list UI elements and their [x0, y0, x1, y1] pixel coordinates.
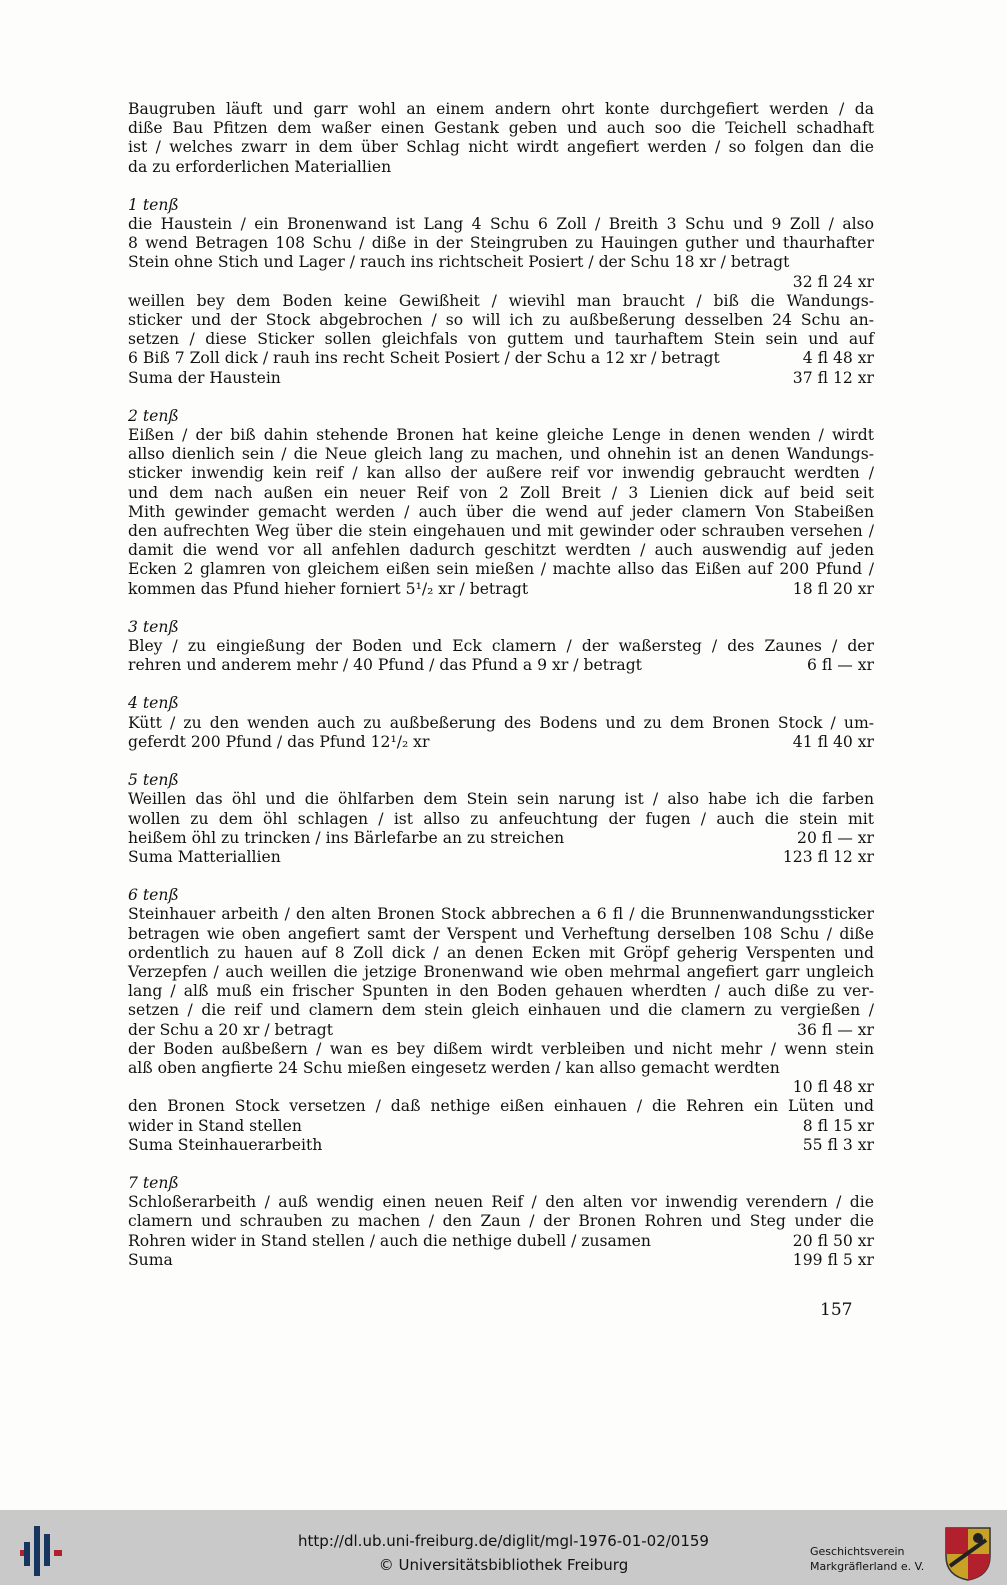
entry-line [128, 1059, 874, 1078]
entry-line [128, 522, 874, 541]
entry-line [128, 311, 874, 330]
entry-text: die Haustein / ein Bronenwand ist Lang 4 Schu 6 Zoll / Breith 3 Schu und 9 Zoll / also [128, 215, 874, 234]
entry-text: Steinhauer arbeith / den alten Bronen Stock abbrechen a 6 fl / die Brunnenwandungssticker [128, 905, 874, 924]
entry-amount: 6 fl — xr [806, 656, 874, 675]
entry-line [128, 292, 874, 311]
section [128, 771, 874, 867]
entry-line [128, 637, 874, 656]
entry-line [128, 1232, 874, 1251]
entry-text: heißem öhl zu trincken / ins Bärlefarbe an zu streichen [128, 828, 565, 847]
entry-text: Kütt / zu den wenden auch zu außbeßerung des Bodens und zu dem Bronen Stock / um- [128, 713, 874, 732]
sections [128, 196, 874, 1270]
entry-line [128, 1117, 874, 1136]
entry-text: Ecken 2 glamren von gleichem eißen sein mießen / machte allso das Eißen auf 200 Pfund / [128, 560, 874, 579]
entry-line [128, 426, 874, 445]
section-title: 1 tenß [128, 195, 179, 214]
entry-text: wider in Stand stellen [128, 1116, 302, 1135]
society-name [810, 1544, 924, 1574]
entry-amount: 37 fl 12 xr [792, 368, 874, 387]
entry-text: betragen wie oben angefiert samt der Verspent und Verheftung derselben 108 Schu / diße [128, 924, 874, 943]
intro-line: da zu erforderlichen Materiallien [128, 157, 392, 176]
footer-bar [0, 1510, 1007, 1585]
entry-line [128, 1212, 874, 1231]
entry-text: Eißen / der biß dahin stehende Bronen hat keine gleiche Lenge in denen wenden / wirdt [128, 426, 874, 445]
entry-amount: 36 fl — xr [797, 1020, 874, 1039]
entry-line [128, 1251, 874, 1270]
entry-text: und dem nach außen ein neuer Reif von 2 Zoll Breit / 3 Lienien dick auf beid seit [128, 483, 874, 502]
entry-line [128, 810, 874, 829]
entry-text: Suma Matteriallien [128, 847, 281, 866]
entry-text: sticker und der Stock abgebrochen / so will ich zu außbeßerung desselben 24 Schu an- [128, 311, 874, 330]
entry-text: 6 Biß 7 Zoll dick / rauh ins recht Scheit Posiert / der Schu a 12 xr / betragt [128, 349, 720, 368]
entry-line [128, 1078, 874, 1097]
entry-text: Bley / zu eingießung der Boden und Eck clamern / der waßersteg / des Zaunes / der [128, 637, 874, 656]
entry-line [128, 560, 874, 579]
entry-line [128, 925, 874, 944]
intro-line: Baugruben läuft und garr wohl an einem andern ohrt konte durchgefiert werden / da [128, 100, 874, 118]
entry-amount: 10 fl 48 xr [792, 1078, 874, 1097]
page-number: 157 [820, 1300, 853, 1320]
section-title: 2 tenß [128, 406, 179, 425]
entry-text: Schloßerarbeith / auß wendig einen neuen Reif / den alten vor inwendig verendern / die [128, 1193, 874, 1212]
section [128, 1174, 874, 1270]
entry-amount: 123 fl 12 xr [782, 847, 874, 866]
entry-line [128, 944, 874, 963]
entry-line [128, 464, 874, 483]
section-title: 3 tenß [128, 617, 179, 636]
entry-amount: 55 fl 3 xr [802, 1135, 874, 1154]
entry-line [128, 1193, 874, 1212]
entry-text: Suma der Haustein [128, 368, 281, 387]
society-line-1: Geschichtsverein [810, 1545, 905, 1558]
entry-text: der Boden außbeßern / wan es bey dißem wirdt verbleiben und nicht mehr / wenn stein [128, 1039, 874, 1058]
entry-text: clamern und schrauben zu machen / den Zaun / der Bronen Rohren und Steg under die [128, 1212, 874, 1231]
entry-line [128, 349, 874, 368]
entry-text: ordentlich zu hauen auf 8 Zoll dick / an denen Ecken mit Gröpf geherig Verspenten und [128, 943, 874, 962]
entry-line [128, 503, 874, 522]
entry-line [128, 848, 874, 867]
entry-line [128, 330, 874, 349]
entry-text: setzen / diese Sticker sollen gleichfals von guttem und taurhaftem Stein sein und auf [128, 330, 874, 349]
entry-text: rehren und anderem mehr / 40 Pfund / das Pfund a 9 xr / betragt [128, 656, 642, 675]
entry-amount: 20 fl 50 xr [792, 1231, 874, 1250]
entry-amount: 41 fl 40 xr [792, 732, 874, 751]
section-title: 6 tenß [128, 886, 179, 905]
entry-line [128, 273, 874, 292]
coat-of-arms-icon [944, 1526, 992, 1582]
entry-text: sticker inwendig kein reif / kan allso der außere reif vor inwendig gebraucht werdten / [128, 464, 874, 483]
entry-text: 8 wend Betragen 108 Schu / diße in der Steingruben zu Hauingen guther und thaurhafter [128, 234, 874, 253]
entry-line [128, 484, 874, 503]
entry-text: geferdt 200 Pfund / das Pfund 12¹/₂ xr [128, 732, 430, 751]
entry-amount: 199 fl 5 xr [792, 1250, 874, 1269]
entry-text: Suma [128, 1250, 173, 1269]
entry-amount: 8 fl 15 xr [802, 1116, 874, 1135]
entry-text: allso dienlich sein / die Neue gleich lang zu machen, und ohnehin ist an denen Wandungs- [128, 445, 874, 464]
entry-text: Verzepfen / auch weillen die jetzige Bronenwand wie oben mehrmal angefiert garr ungleich [128, 962, 874, 981]
entry-line [128, 445, 874, 464]
entry-text: weillen bey dem Boden keine Gewißheit / wievihl man braucht / biß die Wandungs- [128, 291, 874, 310]
intro-paragraph [128, 100, 874, 177]
entry-line [128, 733, 874, 752]
entry-line [128, 1040, 874, 1059]
section-title: 7 tenß [128, 1173, 179, 1192]
entry-text: alß oben angfierte 24 Schu mießen eingesetz werden / kan allso gemacht werdten [128, 1058, 780, 1077]
entry-text: Rohren wider in Stand stellen / auch die nethige dubell / zusamen [128, 1231, 651, 1250]
section [128, 886, 874, 1155]
entry-line [128, 790, 874, 809]
entry-text: den aufrechten Weg über die stein eingehauen und mit gewinder oder schrauben versehen / [128, 522, 874, 541]
entry-line [128, 215, 874, 234]
society-line-2: Markgräflerland e. V. [810, 1560, 925, 1573]
entry-line [128, 580, 874, 599]
entry-line [128, 253, 874, 272]
entry-text: kommen das Pfund hieher forniert 5¹/₂ xr / betragt [128, 579, 529, 598]
entry-line [128, 714, 874, 733]
section-title: 5 tenß [128, 771, 179, 790]
section [128, 407, 874, 599]
entry-line [128, 656, 874, 675]
entry-line [128, 963, 874, 982]
entry-text: lang / alß muß ein frischer Spunten in den Boden gehauen wherdten / auch diße zu ver- [128, 982, 874, 1001]
intro-line: ist / welches zwarr in dem über Schlag nicht wirdt angefiert werden / so folgen dan die [128, 138, 874, 157]
entry-text: Stein ohne Stich und Lager / rauch ins richtscheit Posiert / der Schu 18 xr / betragt [128, 253, 790, 272]
entry-line [128, 829, 874, 848]
document-body [128, 100, 874, 1270]
entry-line [128, 982, 874, 1001]
entry-text: damit die wend vor all anfehlen dadurch geschitzt werdten / auch auswendig auf jeden [128, 541, 874, 560]
entry-amount: 4 fl 48 xr [802, 349, 874, 368]
entry-amount: 18 fl 20 xr [792, 579, 874, 598]
section [128, 196, 874, 388]
entry-text: Suma Steinhauerarbeith [128, 1135, 323, 1154]
intro-line: diße Bau Pfitzen dem waßer einen Gestank geben und auch soo die Teichell schadhaft [128, 119, 874, 138]
entry-line [128, 905, 874, 924]
entry-text: der Schu a 20 xr / betragt [128, 1020, 334, 1039]
entry-line [128, 1001, 874, 1020]
entry-text: den Bronen Stock versetzen / daß nethige eißen einhauen / die Rehren ein Lüten und [128, 1097, 874, 1116]
footer-url-link[interactable]: http://dl.ub.uni-freiburg.de/diglit/mgl-1976-01-02/0159 [298, 1532, 709, 1550]
entry-text: wollen zu dem öhl schlagen / ist allso zu anfeuchtung der fugen / auch die stein mit [128, 809, 874, 828]
entry-line [128, 369, 874, 388]
footer-copyright: © Universitätsbibliothek Freiburg [378, 1556, 629, 1574]
entry-text: setzen / die reif und clamern dem stein gleich einhauen und die clamern zu vergießen / [128, 1001, 874, 1020]
section [128, 694, 874, 752]
section-title: 4 tenß [128, 694, 179, 713]
entry-text: Mith gewinder gemacht werden / auch über die wend auf jeder clamern Von Stabeißen [128, 502, 874, 521]
entry-amount: 32 fl 24 xr [792, 272, 874, 291]
entry-line [128, 1136, 874, 1155]
entry-line [128, 1097, 874, 1116]
section [128, 618, 874, 676]
entry-amount: 20 fl — xr [797, 828, 874, 847]
entry-text: Weillen das öhl und die öhlfarben dem Stein sein narung ist / also habe ich die farben [128, 790, 874, 809]
entry-line [128, 234, 874, 253]
entry-line [128, 1021, 874, 1040]
entry-line [128, 541, 874, 560]
